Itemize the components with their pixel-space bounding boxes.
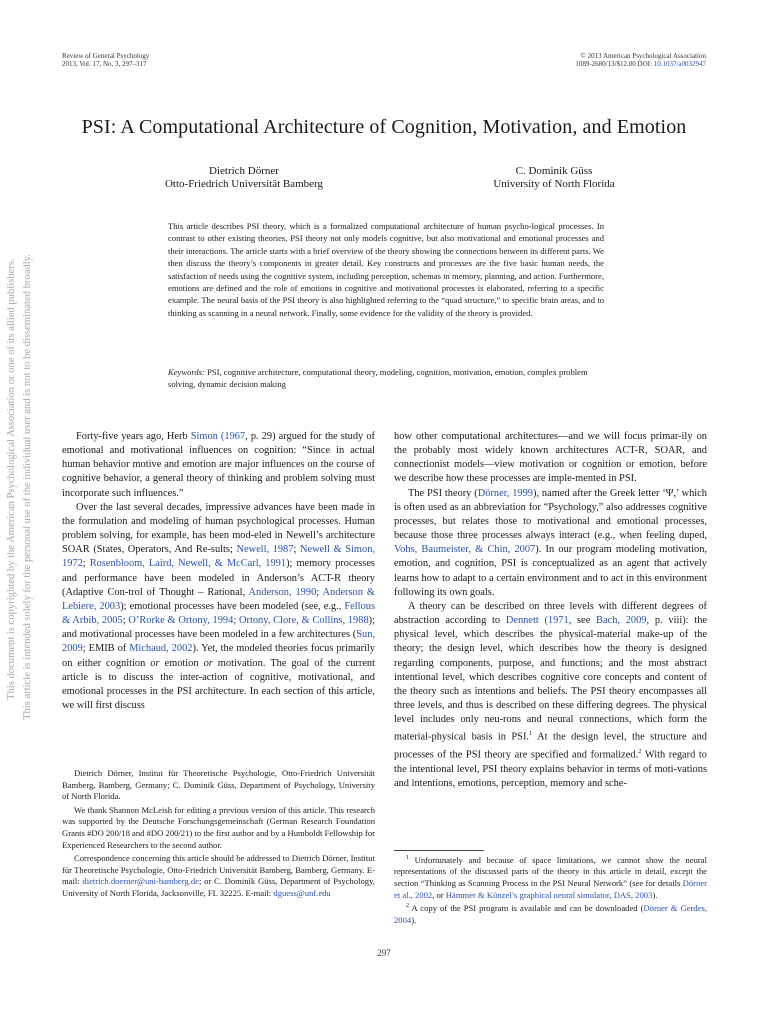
paragraph: The PSI theory (Dörner, 1999), named after the Greek letter ‘Ψ,’ which is often used as an abbreviation for “Psychology,” also addresses cognitive processes, but relates those to motivational and emotional processes, because those three processes always interact (e.g., when feeling duped, Vohs, Baumeister, & Chin, 2007). In our program modeling motivation, emotion, and cognition, PSI is conceptualized as an agent that actively learns how to adapt to a certain environment and to act in this environment following its own goals.: [394, 487, 708, 598]
author-note-acknowledgments: We thank Shannon McLeish for editing a previous version of this article. This research was supported by the Deutsche Forschungsgemeinschaft (German Research Foundation Grants #DO 200/18 and #DO 200/21) to the first author and by a Humboldt Fellowship for Experienced Researchers to the second author.: [62, 804, 375, 850]
keywords-label: Keywords:: [168, 367, 205, 377]
footnote-ref[interactable]: 2: [638, 747, 642, 755]
author-note: [62, 768, 375, 900]
sidebar-line-1: This document is copyrighted by the American Psychological Association or one of its allied publishers.: [6, 258, 17, 700]
author-name: C. Dominik Güss: [515, 165, 593, 177]
author-affiliation: Otto-Friedrich Universität Bamberg: [164, 178, 324, 190]
citation-link[interactable]: Michaud, 2002: [129, 643, 193, 655]
citation-link[interactable]: Fellous & Arbib, 2005: [62, 600, 376, 627]
journal-name: Review of General Psychology: [62, 52, 150, 60]
citation-link[interactable]: Bach, 2009: [596, 615, 647, 627]
keywords-text: PSI, cognitive architecture, computational theory, modeling, cognition, motivation, emotion, complex problem solving, dynamic decision making: [168, 367, 588, 390]
copyright-notice: © 2013 American Psychological Association: [580, 52, 706, 60]
author-note-correspondence: Correspondence concerning this article should be addressed to Dietrich Dörner, Institut für Theoretische Psychologie, Otto-Friedrich Universität Bamberg, Bamberg, Germany. E-mail: dietrich.doerner@uni-bamberg.de; or C. Dominik Güss, Department of Psychology, University of North Florida, Jacksonville, FL 32225. E-mail: dguess@unf.edu: [62, 853, 375, 898]
copyright-header: [575, 52, 706, 68]
citation-link[interactable]: Rosenbloom, Laird, Newell, & McCarl, 1991: [89, 558, 287, 570]
citation-link[interactable]: Ortony, Clore, & Collins, 1988: [238, 615, 369, 627]
footnotes: [394, 853, 707, 926]
keywords: [168, 366, 604, 391]
abstract: This article describes PSI theory, which is a formalized computational architecture of human psycho-logical processes. In contrast to other existing theories, PSI theory not only models cognitive, but also motivational and emotional processes and their interactions. The article starts with a brief overview of the theory showing the connections between its different parts. We then discuss the theory’s components in greater detail. Key constructs and processes are the five basic human needs, the satisfaction of needs using the cognitive system, including perception, schemas in memory, planning, and action. Furthermore, emotions are defined and the role of emotions in cognitive and motivational processes is elaborated, referring to a specific example. The neural basis of the PSI theory is also highlighted referring to the “quad structure,” to specific brain areas, and to thinking as scanning in a neural network. Finally, some evidence for the validity of the theory is provided.: [168, 221, 604, 318]
page-number: 297: [377, 948, 391, 958]
paragraph: A theory can be described on three levels with different degrees of abstraction according to Dennett (1971, see Bach, 2009, p. viii): the physical level, which describes the physical-material make-up of the theory; the design level, which describes how the theory is designed regarding components, purpose, and functions; and the most abstract intentional level, which describes cognitive core concepts and content of the theory such as intentions and beliefs. The PSI theory encompasses all three levels, and thus is described on these differing degrees. The physical level includes only neu-rons and neural connections, which form the material-physical basis in PSI.$^1$ At the design level, the structure and processes of the PSI theory are specified and formalized.$^2$ With regard to the intentional level, PSI theory explains behavior in terms of moti-vations and intentions, emotions, perception, memory and sche-: [394, 600, 707, 789]
citation-link[interactable]: O’Rorke & Ortony, 1994: [128, 615, 234, 627]
citation-link[interactable]: Vohs, Baumeister, & Chin, 2007: [394, 544, 536, 556]
footnote-ref[interactable]: 1: [529, 730, 533, 738]
article-title: PSI: A Computational Architecture of Cognition, Motivation, and Emotion: [81, 116, 687, 138]
citation-link[interactable]: Anderson, 1990: [248, 586, 317, 598]
paragraph: Over the last several decades, impressive advances have been made in the formulation and modeling of human psychological processes. Human problem solving, for example, has been mod-eled in Newell’s architecture SOAR (States, Operators, And Re-sults; Newell, 1987; Newell & Simon, 1972; Rosenbloom, Laird, Newell, & McCarl, 1991); memory processes and performance have been modeled in Anderson’s ACT-R theory (Adaptive Con-trol of Thought – Rational, Anderson, 1990; Anderson & Lebiere, 2003); emotional processes have been modeled (see, e.g., Fellous & Arbib, 2005; O’Rorke & Ortony, 1994; Ortony, Clore, & Collins, 1988); and motivational processes have been modeled in a few architectures (Sun, 2009; EMIB of Michaud, 2002). Yet, the modeled theories focus primarily on either cognition or emotion or motivation. The goal of the current article is to discuss the inter-action of cognitive, motivational, and emotional processes in the PSI architecture. In each section of this article, we will first discuss: [62, 501, 376, 711]
citation-link[interactable]: Dörner et al., 2002: [394, 878, 707, 900]
doi-link[interactable]: 10.1037/a0032947: [653, 60, 706, 68]
author-name: Dietrich Dörner: [209, 165, 279, 177]
journal-header: [62, 52, 149, 68]
citation-link[interactable]: Hämmer & Künzel’s graphical neural simulator, DAS, 2003: [445, 889, 653, 900]
author-affiliation: University of North Florida: [493, 178, 615, 190]
citation-link[interactable]: Dennett (1971: [505, 615, 569, 627]
body-left-column: [62, 430, 375, 713]
email-link[interactable]: dguess@unf.edu: [273, 887, 331, 898]
citation-link[interactable]: Dörner & Gerdes, 2004: [394, 903, 707, 925]
issn-doi: 1089-2680/13/$12.00 DOI: 10.1037/a0032947: [575, 60, 706, 68]
journal-volume: 2013, Vol. 17, No. 3, 297–317: [62, 60, 147, 68]
author-2: [424, 165, 684, 191]
citation-link[interactable]: Sun, 2009: [62, 629, 375, 655]
author-note-affiliations: Dietrich Dörner, Institut für Theoretische Psychologie, Otto-Friedrich Universität Bamberg, Bamberg, Germany; C. Dominik Güss, Department of Psychology, University of North Florida.: [62, 768, 375, 802]
copyright-sidebar: [0, 0, 40, 1024]
footnote-divider: [394, 850, 484, 851]
citation-link[interactable]: Newell, 1987: [236, 544, 294, 556]
email-link[interactable]: dietrich.doerner@uni-bamberg.de: [82, 876, 199, 887]
body-right-column: [394, 430, 707, 791]
citation-link[interactable]: Anderson & Lebiere, 2003: [62, 586, 375, 612]
citation-link[interactable]: Simon (1967: [190, 431, 246, 442]
citation-link[interactable]: Dörner, 1999: [477, 487, 533, 499]
paragraph: how other computational architectures—and we will focus primar-ily on the probably most widely known architectures ACT-R, SOAR, and connectionist models—view motivation or cognition or emotion, before we describe how these processes are imple-mented in PSI.: [394, 431, 707, 485]
author-1: [114, 165, 374, 191]
citation-link[interactable]: Newell & Simon, 1972: [62, 544, 375, 570]
paragraph: Forty-five years ago, Herb Simon (1967, p. 29) argued for the study of emotional and motivational influences on cognition: “Since in actual human behavior motive and emotion are major influences on the course of cognitive behavior, a general theory of thinking and problem solving must incorporate such influences.”: [62, 431, 375, 499]
sidebar-line-2: This article is intended solely for the personal use of the individual user and is not to be disseminated broadly.: [22, 254, 33, 720]
footnote-2: $^2$ A copy of the PSI program is available and can be downloaded (Dörner & Gerdes, 2004).: [394, 903, 707, 925]
footnote-1: $^1$ Unfortunately and because of space limitations, we cannot show the neural representations of the discussed parts of the theory in this article in detail, except the section “Thinking as Scanning Process in the PSI Neural Network” (see for details Dörner et al., 2002, or Hämmer & Künzel’s graphical neural simulator, DAS, 2003).: [394, 854, 707, 900]
